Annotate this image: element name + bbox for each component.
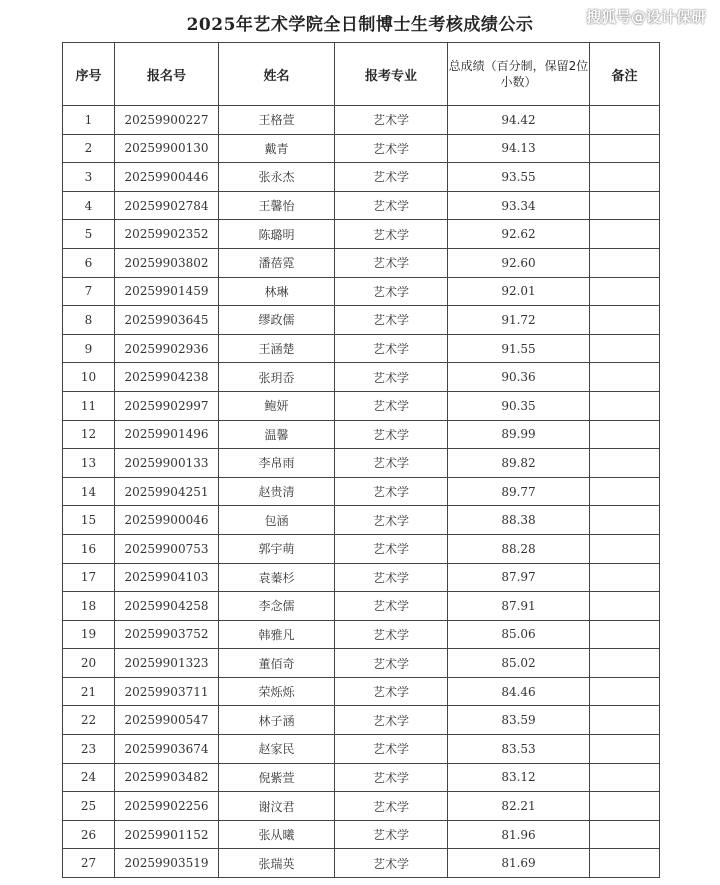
cell-remark (590, 277, 660, 306)
cell-index: 15 (63, 506, 115, 535)
cell-name: 倪紫萱 (219, 763, 335, 792)
cell-name: 王馨怡 (219, 191, 335, 220)
cell-remark (590, 134, 660, 163)
cell-remark (590, 106, 660, 135)
cell-index: 21 (63, 677, 115, 706)
cell-name: 荣烁烁 (219, 677, 335, 706)
cell-major: 艺术学 (335, 334, 448, 363)
cell-major: 艺术学 (335, 134, 448, 163)
cell-score: 83.12 (448, 763, 590, 792)
cell-remark (590, 763, 660, 792)
watermark: 搜狐号@设计保研 (585, 8, 706, 26)
cell-name: 李帛雨 (219, 449, 335, 478)
cell-reg-no: 20259902784 (115, 191, 219, 220)
cell-name: 郭宇萌 (219, 534, 335, 563)
cell-index: 25 (63, 792, 115, 821)
cell-score: 90.35 (448, 391, 590, 420)
cell-major: 艺术学 (335, 620, 448, 649)
cell-remark (590, 563, 660, 592)
table-row (63, 363, 660, 392)
cell-name: 戴青 (219, 134, 335, 163)
cell-major: 艺术学 (335, 106, 448, 135)
cell-reg-no: 20259901152 (115, 820, 219, 849)
cell-score: 82.21 (448, 792, 590, 821)
cell-remark (590, 420, 660, 449)
table-row (63, 220, 660, 249)
cell-index: 8 (63, 306, 115, 335)
cell-remark (590, 163, 660, 192)
cell-index: 10 (63, 363, 115, 392)
cell-reg-no: 20259904103 (115, 563, 219, 592)
cell-remark (590, 649, 660, 678)
header-reg-no: 报名号 (115, 43, 219, 106)
cell-name: 林子涵 (219, 706, 335, 735)
cell-reg-no: 20259904258 (115, 592, 219, 621)
cell-major: 艺术学 (335, 534, 448, 563)
cell-name: 谢汶君 (219, 792, 335, 821)
cell-index: 1 (63, 106, 115, 135)
cell-name: 韩雅凡 (219, 620, 335, 649)
cell-major: 艺术学 (335, 191, 448, 220)
cell-reg-no: 20259900130 (115, 134, 219, 163)
cell-name: 李念儒 (219, 592, 335, 621)
table-row (63, 248, 660, 277)
cell-name: 赵家民 (219, 735, 335, 764)
table-row (63, 677, 660, 706)
table-row (63, 420, 660, 449)
cell-reg-no: 20259900547 (115, 706, 219, 735)
cell-index: 22 (63, 706, 115, 735)
cell-major: 艺术学 (335, 248, 448, 277)
cell-index: 16 (63, 534, 115, 563)
table-row (63, 449, 660, 478)
header-score: 总成绩（百分制，保留2位小数） (448, 43, 590, 106)
cell-reg-no: 20259900133 (115, 449, 219, 478)
cell-reg-no: 20259904251 (115, 477, 219, 506)
cell-score: 90.36 (448, 363, 590, 392)
table-row (63, 191, 660, 220)
table-row (63, 820, 660, 849)
table-row (63, 334, 660, 363)
cell-score: 88.28 (448, 534, 590, 563)
cell-score: 84.46 (448, 677, 590, 706)
cell-index: 26 (63, 820, 115, 849)
cell-remark (590, 248, 660, 277)
header-name: 姓名 (219, 43, 335, 106)
cell-name: 张从曦 (219, 820, 335, 849)
cell-major: 艺术学 (335, 706, 448, 735)
cell-reg-no: 20259903519 (115, 849, 219, 878)
cell-index: 7 (63, 277, 115, 306)
cell-name: 董佰奇 (219, 649, 335, 678)
cell-reg-no: 20259901459 (115, 277, 219, 306)
cell-score: 85.06 (448, 620, 590, 649)
table-header (63, 43, 660, 106)
cell-score: 83.59 (448, 706, 590, 735)
cell-major: 艺术学 (335, 163, 448, 192)
table-row (63, 106, 660, 135)
cell-name: 袁蓁杉 (219, 563, 335, 592)
cell-remark (590, 391, 660, 420)
cell-reg-no: 20259903482 (115, 763, 219, 792)
cell-index: 18 (63, 592, 115, 621)
cell-remark (590, 506, 660, 535)
table-row (63, 277, 660, 306)
header-row (63, 43, 660, 106)
table-row (63, 592, 660, 621)
cell-reg-no: 20259902997 (115, 391, 219, 420)
cell-name: 林琳 (219, 277, 335, 306)
cell-score: 94.13 (448, 134, 590, 163)
cell-reg-no: 20259903711 (115, 677, 219, 706)
cell-score: 87.91 (448, 592, 590, 621)
cell-reg-no: 20259901323 (115, 649, 219, 678)
header-index: 序号 (63, 43, 115, 106)
cell-remark (590, 334, 660, 363)
header-major: 报考专业 (335, 43, 448, 106)
cell-remark (590, 820, 660, 849)
cell-score: 89.77 (448, 477, 590, 506)
cell-index: 9 (63, 334, 115, 363)
table-row (63, 534, 660, 563)
table-row (63, 563, 660, 592)
cell-remark (590, 220, 660, 249)
cell-index: 14 (63, 477, 115, 506)
cell-name: 张永杰 (219, 163, 335, 192)
cell-reg-no: 20259901496 (115, 420, 219, 449)
cell-index: 6 (63, 248, 115, 277)
cell-major: 艺术学 (335, 792, 448, 821)
cell-name: 张玥岙 (219, 363, 335, 392)
cell-major: 艺术学 (335, 677, 448, 706)
cell-name: 陈璐明 (219, 220, 335, 249)
cell-score: 89.99 (448, 420, 590, 449)
table-row (63, 506, 660, 535)
table-row (63, 134, 660, 163)
cell-major: 艺术学 (335, 649, 448, 678)
cell-score: 81.96 (448, 820, 590, 849)
cell-index: 24 (63, 763, 115, 792)
cell-name: 缪政儒 (219, 306, 335, 335)
cell-score: 81.69 (448, 849, 590, 878)
table-body (63, 106, 660, 878)
cell-index: 12 (63, 420, 115, 449)
cell-score: 87.97 (448, 563, 590, 592)
cell-name: 包涵 (219, 506, 335, 535)
cell-index: 13 (63, 449, 115, 478)
cell-remark (590, 592, 660, 621)
table-row (63, 306, 660, 335)
cell-remark (590, 534, 660, 563)
cell-major: 艺术学 (335, 592, 448, 621)
cell-major: 艺术学 (335, 306, 448, 335)
cell-index: 11 (63, 391, 115, 420)
cell-reg-no: 20259902256 (115, 792, 219, 821)
cell-index: 20 (63, 649, 115, 678)
cell-remark (590, 477, 660, 506)
cell-reg-no: 20259903802 (115, 248, 219, 277)
cell-remark (590, 849, 660, 878)
cell-major: 艺术学 (335, 277, 448, 306)
cell-score: 89.82 (448, 449, 590, 478)
cell-score: 83.53 (448, 735, 590, 764)
cell-reg-no: 20259900753 (115, 534, 219, 563)
cell-name: 张瑞英 (219, 849, 335, 878)
cell-reg-no: 20259902936 (115, 334, 219, 363)
cell-score: 94.42 (448, 106, 590, 135)
table-row (63, 792, 660, 821)
cell-score: 93.34 (448, 191, 590, 220)
cell-score: 85.02 (448, 649, 590, 678)
cell-name: 温馨 (219, 420, 335, 449)
cell-name: 王格萱 (219, 106, 335, 135)
cell-reg-no: 20259903752 (115, 620, 219, 649)
cell-remark (590, 677, 660, 706)
page-title: 2025年艺术学院全日制博士生考核成绩公示 (186, 15, 534, 35)
score-table (62, 42, 660, 878)
cell-major: 艺术学 (335, 420, 448, 449)
cell-score: 92.62 (448, 220, 590, 249)
cell-score: 91.72 (448, 306, 590, 335)
cell-name: 王涵楚 (219, 334, 335, 363)
cell-remark (590, 706, 660, 735)
cell-major: 艺术学 (335, 220, 448, 249)
cell-major: 艺术学 (335, 391, 448, 420)
cell-major: 艺术学 (335, 849, 448, 878)
cell-index: 27 (63, 849, 115, 878)
cell-index: 3 (63, 163, 115, 192)
cell-major: 艺术学 (335, 820, 448, 849)
cell-reg-no: 20259903645 (115, 306, 219, 335)
cell-score: 93.55 (448, 163, 590, 192)
cell-remark (590, 620, 660, 649)
table-row (63, 477, 660, 506)
cell-reg-no: 20259900446 (115, 163, 219, 192)
cell-score: 88.38 (448, 506, 590, 535)
cell-remark (590, 306, 660, 335)
cell-index: 2 (63, 134, 115, 163)
cell-name: 鲍妍 (219, 391, 335, 420)
cell-score: 92.60 (448, 248, 590, 277)
cell-major: 艺术学 (335, 506, 448, 535)
table-row (63, 391, 660, 420)
cell-major: 艺术学 (335, 763, 448, 792)
cell-index: 4 (63, 191, 115, 220)
table-row (63, 735, 660, 764)
cell-major: 艺术学 (335, 563, 448, 592)
cell-remark (590, 191, 660, 220)
cell-remark (590, 792, 660, 821)
cell-reg-no: 20259904238 (115, 363, 219, 392)
cell-index: 19 (63, 620, 115, 649)
cell-reg-no: 20259900046 (115, 506, 219, 535)
cell-major: 艺术学 (335, 735, 448, 764)
cell-reg-no: 20259900227 (115, 106, 219, 135)
cell-index: 23 (63, 735, 115, 764)
cell-reg-no: 20259902352 (115, 220, 219, 249)
header-remark: 备注 (590, 43, 660, 106)
table-row (63, 649, 660, 678)
cell-index: 17 (63, 563, 115, 592)
cell-name: 潘蓓霓 (219, 248, 335, 277)
cell-major: 艺术学 (335, 449, 448, 478)
cell-remark (590, 363, 660, 392)
cell-score: 92.01 (448, 277, 590, 306)
table-row (63, 706, 660, 735)
cell-index: 5 (63, 220, 115, 249)
cell-name: 赵贵清 (219, 477, 335, 506)
table-row (63, 763, 660, 792)
cell-score: 91.55 (448, 334, 590, 363)
table-row (63, 163, 660, 192)
cell-reg-no: 20259903674 (115, 735, 219, 764)
cell-remark (590, 449, 660, 478)
table-row (63, 849, 660, 878)
cell-major: 艺术学 (335, 363, 448, 392)
table-row (63, 620, 660, 649)
cell-remark (590, 735, 660, 764)
cell-major: 艺术学 (335, 477, 448, 506)
